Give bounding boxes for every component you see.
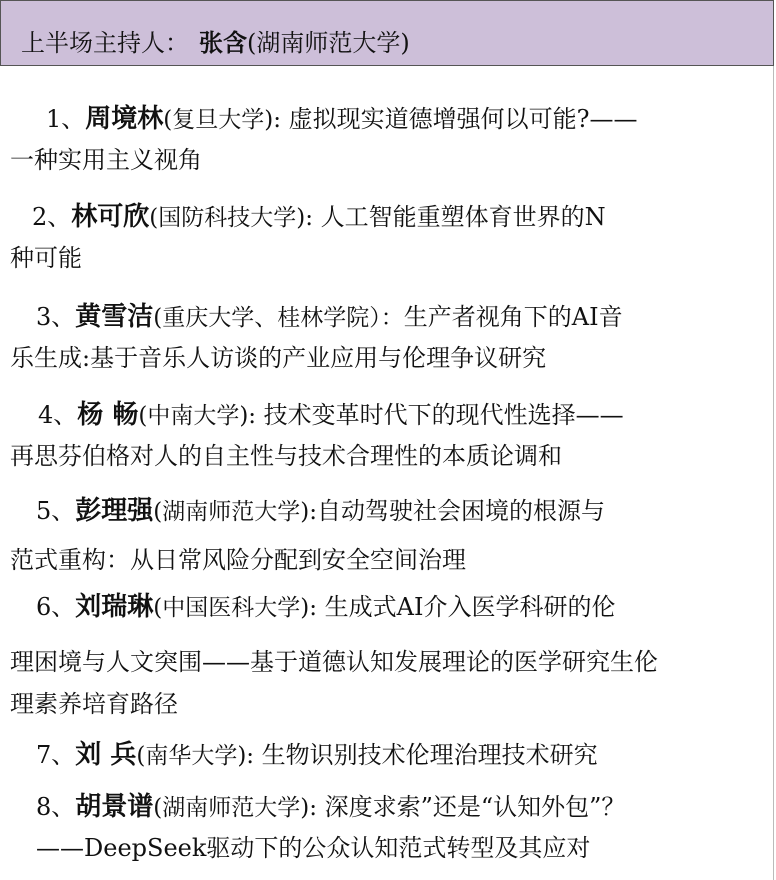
talk-title-part-2: 种可能 [10, 244, 82, 272]
speaker-name: 彭理强 [75, 496, 154, 526]
talk-title-part-2: 乐生成:基于音乐人访谈的产业应用与伦理争议研究 [10, 344, 547, 372]
talk-title-part-1: 生物识别技术伦理治理技术研究 [254, 741, 598, 769]
item-line-1 [46, 98, 638, 135]
speaker-name: 杨 畅 [77, 400, 139, 430]
speaker-affiliation: (中南大学) [138, 403, 249, 429]
item-line-1 [36, 734, 598, 771]
talk-title-part-1: 虚拟现实道德增强何以可能?—— [281, 105, 638, 133]
speaker-name: 刘 兵 [75, 740, 137, 770]
item-number: 6、 [36, 593, 76, 621]
item-colon: : [246, 743, 255, 769]
item-line-2 [10, 238, 82, 273]
item-number: 3、 [36, 303, 76, 331]
talk-title-part-2: 一种实用主义视角 [10, 146, 202, 174]
item-number: 7、 [36, 741, 76, 769]
talk-title-part-2: ——DeepSeek驱动下的公众认知范式转型及其应对 [36, 834, 591, 862]
speaker-affiliation: (湖南师范大学) [153, 795, 310, 821]
talk-title-part-2: 再思芬伯格对人的自主性与技术合理性的本质论调和 [10, 442, 562, 470]
speaker-name: 林可欣 [71, 202, 150, 232]
item-colon: : [309, 795, 317, 821]
talk-title-part-2: 理困境与人文突围——基于道德认知发展理论的医学研究生伦 [10, 648, 658, 676]
item-line-3 [10, 684, 178, 719]
speaker-affiliation: (南华大学) [136, 743, 247, 769]
item-line-1 [38, 394, 624, 431]
speaker-name: 胡景谱 [75, 792, 154, 822]
item-line-1 [36, 586, 615, 623]
item-line-1 [36, 786, 625, 823]
item-line-2 [10, 540, 466, 575]
item-line-1 [32, 196, 606, 233]
item-colon: : [309, 499, 317, 525]
speaker-affiliation: (国防科技大学) [149, 205, 306, 231]
item-number: 1、 [46, 105, 86, 133]
item-line-2 [10, 338, 546, 373]
talk-title-part-2: 范式重构：从日常风险分配到安全空间治理 [10, 546, 466, 574]
talk-title-part-1: 深度求索”还是“认知外包”？ [317, 793, 626, 821]
item-number: 2、 [32, 203, 72, 231]
host-name: 张含 [199, 28, 247, 57]
speaker-affiliation: (湖南师范大学) [153, 499, 310, 525]
item-colon: : [273, 107, 281, 133]
item-line-2 [36, 828, 590, 863]
speaker-affiliation: (中国医科大学) [153, 595, 310, 621]
host-label: 上半场主持人： [21, 29, 189, 57]
item-colon: : [309, 595, 317, 621]
item-line-1 [36, 490, 605, 527]
talk-title-part-1: 技术变革时代下的现代性选择—— [256, 401, 624, 429]
item-line-2 [10, 436, 562, 471]
item-colon: : [305, 205, 313, 231]
speaker-name: 周境林 [85, 104, 164, 134]
speaker-name: 刘瑞琳 [75, 592, 154, 622]
talk-title-part-3: 理素养培育路径 [10, 690, 178, 718]
speaker-affiliation: (复旦大学) [163, 107, 274, 133]
item-number: 4、 [38, 401, 78, 429]
item-number: 8、 [36, 793, 76, 821]
talk-title-part-1: 人工智能重塑体育世界的N [313, 203, 606, 231]
item-number: 5、 [36, 497, 76, 525]
talk-title-part-1: 生产者视角下的AI音 [403, 303, 623, 331]
item-line-2 [10, 140, 202, 175]
talk-title-part-1: 自动驾驶社会困境的根源与 [317, 497, 605, 525]
item-colon: : [248, 403, 257, 429]
speaker-affiliation: (重庆大学、桂林学院） [153, 305, 381, 331]
item-line-2 [10, 642, 658, 677]
talk-title-part-1: 生成式AI介入医学科研的伦 [317, 593, 616, 621]
item-colon: ： [380, 305, 404, 331]
host-affiliation: (湖南师范大学) [247, 29, 410, 57]
host-header [0, 0, 774, 66]
item-line-1 [36, 296, 623, 333]
speaker-name: 黄雪洁 [75, 302, 154, 332]
host-line [21, 28, 410, 58]
